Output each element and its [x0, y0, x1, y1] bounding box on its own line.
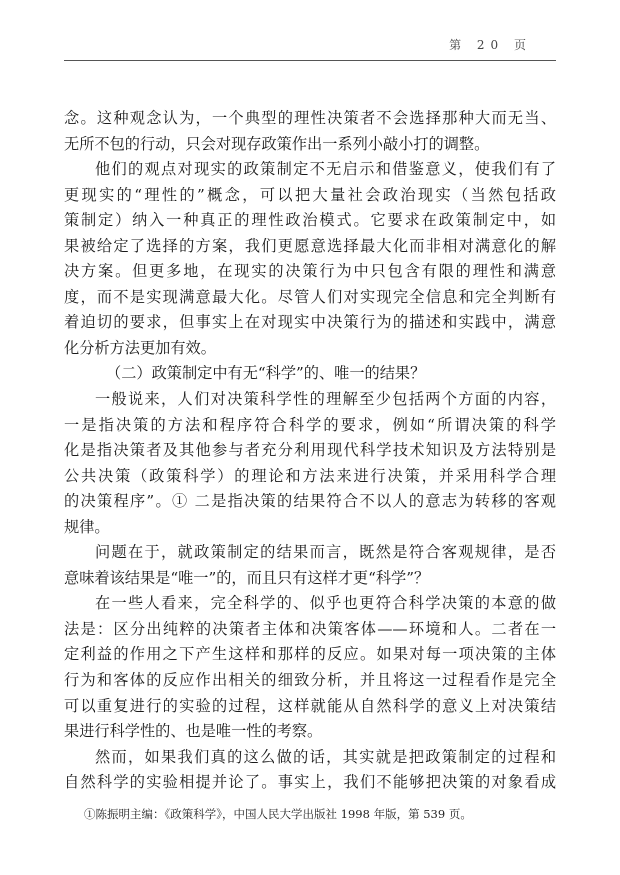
text-line: 公共决策（政策科学）的理论和方法来进行决策，并采用科学合理 [64, 466, 556, 485]
text-line: 意味着该结果是“唯一”的，而且只有这样才更“科学”？ [64, 568, 430, 587]
page-number: 第 20 页 [449, 38, 532, 52]
text-line: 果进行科学性的、也是唯一性的考察。 [64, 722, 323, 741]
text-line: 着迫切的要求，但事实上在对现实中决策行为的描述和实践中，满意 [64, 313, 556, 332]
text-line: 化是指决策者及其他参与者充分利用现代科学技术知识及方法特别是 [64, 441, 556, 460]
text-line: 一般说来，人们对决策科学性的理解至少包括两个方面的内容， [95, 390, 556, 409]
footnote: ①陈振明主编：《政策科学》，中国人民大学出版社 1998 年版，第 539 页。 [84, 807, 472, 821]
text-line: 更现实的“理性的”概念，可以把大量社会政治现实（当然包括政 [64, 185, 556, 204]
text-line: 度，而不是实现满意最大化。尽管人们对实现完全信息和完全判断有 [64, 287, 556, 306]
text-line: 可以重复进行的实验的过程，这样就能从自然科学的意义上对决策结 [64, 696, 556, 715]
text-line: 一是指决策的方法和程序符合科学的要求，例如“所谓决策的科学 [64, 415, 556, 434]
text-line: 果被给定了选择的方案，我们更愿意选择最大化而非相对满意化的解 [64, 236, 556, 255]
page-header [64, 36, 556, 61]
text-line: 法是：区分出纯粹的决策者主体和决策客体——环境和人。二者在一 [64, 619, 556, 638]
text-line: 无所不包的行动，只会对现存政策作出一系列小敲小打的调整。 [64, 134, 490, 153]
body-text [64, 106, 556, 796]
text-line: 的决策程序”。① 二是指决策的结果符合不以人的意志为转移的客观 [64, 492, 556, 511]
text-line: 策制定）纳入一种真正的理性政治模式。它要求在政策制定中，如 [64, 211, 556, 230]
text-line: 然而，如果我们真的这么做的话，其实就是把政策制定的过程和 [95, 747, 556, 766]
text-line: 念。这种观念认为，一个典型的理性决策者不会选择那种大而无当、 [64, 109, 556, 127]
text-line: 化分析方法更加有效。 [64, 338, 216, 357]
text-line: （二）政策制定中有无“科学”的、唯一的结果？ [106, 364, 426, 383]
text-line: 行为和客体的反应作出相关的细致分析，并且将这一过程看作是完全 [64, 671, 556, 690]
text-line: 他们的观点对现实的政策制定不无启示和借鉴意义，使我们有了 [95, 160, 556, 179]
text-line: 在一些人看来，完全科学的、似乎也更符合科学决策的本意的做 [95, 594, 556, 613]
text-line: 自然科学的实验相提并论了。事实上，我们不能够把决策的对象看成 [64, 773, 556, 792]
text-line: 决方案。但更多地，在现实的决策行为中只包含有限的理性和满意 [64, 262, 556, 281]
text-line: 定利益的作用之下产生这样和那样的反应。如果对每一项决策的主体 [64, 645, 556, 664]
text-line: 规律。 [64, 517, 110, 536]
text-line: 问题在于，就政策制定的结果而言，既然是符合客观规律，是否 [95, 543, 556, 562]
